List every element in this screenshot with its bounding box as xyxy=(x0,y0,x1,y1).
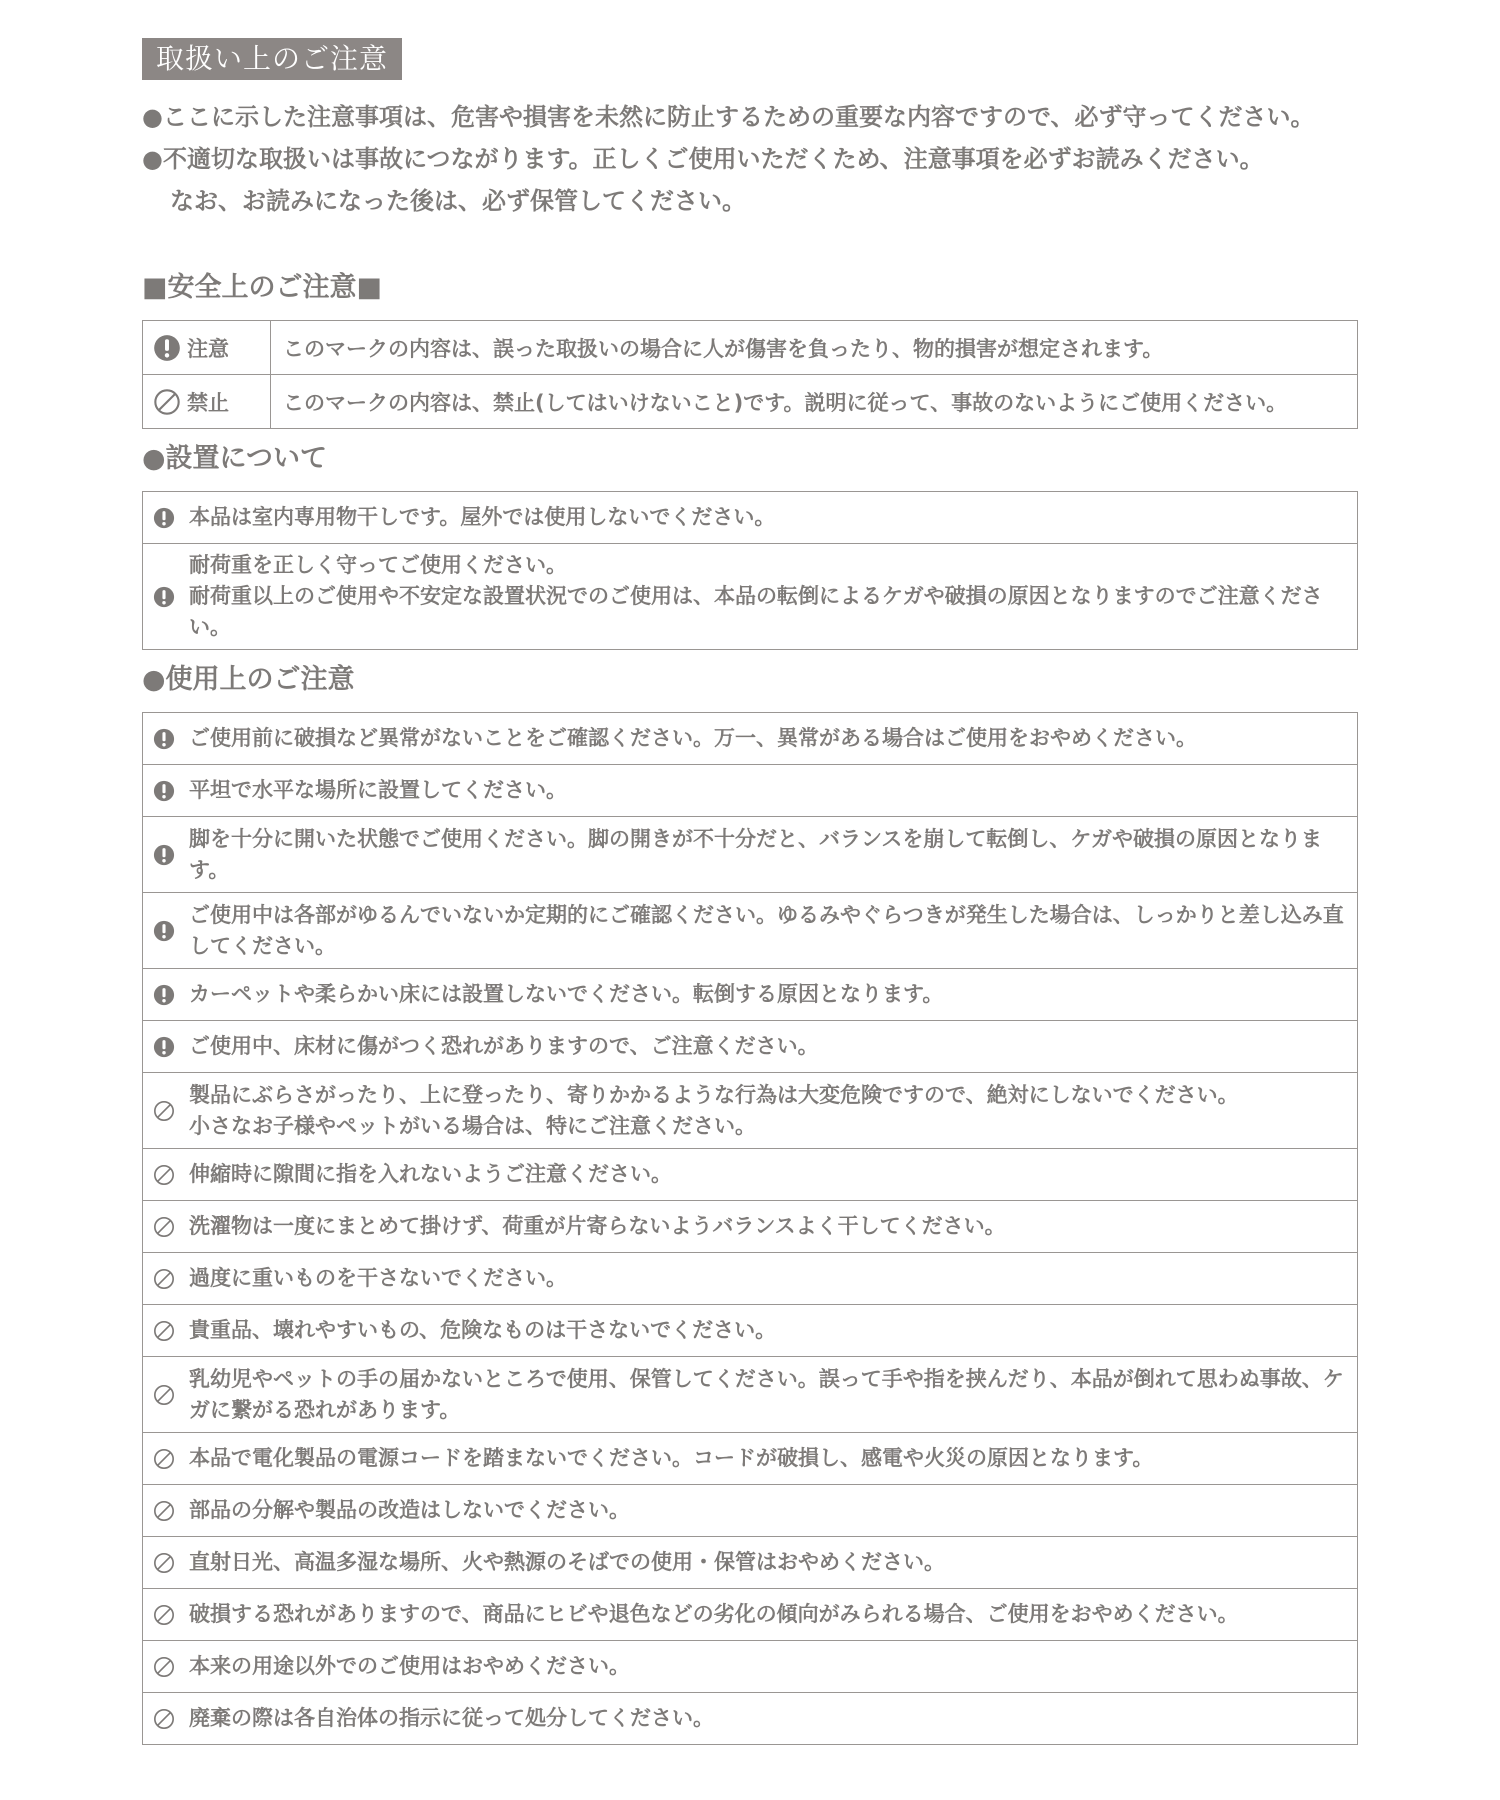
precaution-row xyxy=(143,1021,1358,1073)
precaution-text: 本来の用途以外でのご使用はおやめください。 xyxy=(189,1654,630,1678)
precaution-text: 洗濯物は一度にまとめて掛けず、荷重が片寄らないようバランスよく干してください。 xyxy=(189,1214,1006,1238)
precaution-row xyxy=(143,1149,1358,1201)
precaution-cell xyxy=(143,765,1358,817)
precaution-cell xyxy=(143,1537,1358,1589)
legend-description: このマークの内容は、誤った取扱いの場合に人が傷害を負ったり、物的損害が想定されます。 xyxy=(271,321,1358,375)
usage-title: ●使用上のご注意 xyxy=(142,664,355,695)
precaution-row xyxy=(143,817,1358,893)
caution-icon xyxy=(153,920,179,942)
prohibit-icon xyxy=(153,1320,179,1342)
precaution-row xyxy=(143,969,1358,1021)
precaution-text: 製品にぶらさがったり、上に登ったり、寄りかかるような行為は大変危険ですので、絶対にしないでください。 小さなお子様やペットがいる場合は、特にご注意ください。 xyxy=(189,1082,1239,1138)
precaution-row xyxy=(143,1253,1358,1305)
precaution-text: 貴重品、壊れやすいもの、危険なものは干さないでください。 xyxy=(189,1318,777,1342)
precaution-text: 破損する恐れがありますので、商品にヒビや退色などの劣化の傾向がみられる場合、ご使用をおやめください。 xyxy=(189,1602,1239,1626)
precaution-row xyxy=(143,1485,1358,1537)
precaution-text: 部品の分解や製品の改造はしないでください。 xyxy=(189,1498,630,1522)
prohibit-icon xyxy=(153,1268,179,1290)
caution-icon xyxy=(153,1036,179,1058)
prohibit-icon xyxy=(153,1708,179,1730)
precaution-text: 伸縮時に隙間に指を入れないようご注意ください。 xyxy=(189,1162,672,1186)
precaution-text: カーペットや柔らかい床には設置しないでください。転倒する原因となります。 xyxy=(189,982,944,1006)
precaution-row xyxy=(143,1433,1358,1485)
precaution-cell xyxy=(143,1305,1358,1357)
precaution-text: 耐荷重を正しく守ってご使用ください。 耐荷重以上のご使用や不安定な設置状況でのご使用は、本品の転倒によるケガや破損の原因となりますのでご注意ください。 xyxy=(189,553,1323,639)
legend-label: 注意 xyxy=(187,336,229,361)
precaution-text: ご使用中は各部がゆるんでいないか定期的にご確認ください。ゆるみやぐらつきが発生した場合は、しっかりと差し込み直してください。 xyxy=(189,902,1344,958)
precaution-cell xyxy=(143,817,1358,893)
precaution-text: 直射日光、高温多湿な場所、火や熱源のそばでの使用・保管はおやめください。 xyxy=(189,1550,945,1574)
usage-table xyxy=(142,712,1358,1745)
precaution-cell xyxy=(143,1149,1358,1201)
caution-icon xyxy=(153,507,179,529)
precaution-row xyxy=(143,1305,1358,1357)
precaution-row xyxy=(143,544,1358,650)
precaution-row xyxy=(143,1201,1358,1253)
precaution-text: ご使用中、床材に傷がつく恐れがありますので、ご注意ください。 xyxy=(189,1034,819,1058)
legend-label-cell xyxy=(143,321,271,375)
precaution-cell xyxy=(143,1073,1358,1149)
precaution-cell xyxy=(143,544,1358,650)
precaution-text: 脚を十分に開いた状態でご使用ください。脚の開きが不十分だと、バランスを崩して転倒し、ケガや破損の原因となります。 xyxy=(189,826,1322,882)
installation-title: ●設置について xyxy=(142,443,328,474)
caution-icon xyxy=(153,844,179,866)
intro-line: ●不適切な取扱いは事故につながります。正しくご使用いただくため、注意事項を必ずお読みください。 xyxy=(142,145,1264,173)
caution-icon xyxy=(153,728,179,750)
prohibit-icon xyxy=(153,1164,179,1186)
prohibit-icon xyxy=(153,1604,179,1626)
installation-table xyxy=(142,491,1358,650)
precaution-row xyxy=(143,765,1358,817)
precaution-cell xyxy=(143,1021,1358,1073)
precaution-row xyxy=(143,713,1358,765)
legend-label-cell xyxy=(143,375,271,429)
precaution-text: 平坦で水平な場所に設置してください。 xyxy=(189,778,567,802)
legend-row xyxy=(143,321,1358,375)
precaution-row xyxy=(143,492,1358,544)
prohibit-icon xyxy=(153,1448,179,1470)
precaution-cell xyxy=(143,1693,1358,1745)
safety-title: ■安全上のご注意■ xyxy=(142,272,383,303)
caution-icon xyxy=(153,780,179,802)
legend-description: このマークの内容は、禁止(してはいけないこと)です。説明に従って、事故のないようにご使用ください。 xyxy=(271,375,1358,429)
prohibit-icon xyxy=(153,1216,179,1238)
prohibit-icon xyxy=(153,1384,179,1406)
legend-table xyxy=(142,320,1358,429)
legend-label: 禁止 xyxy=(187,390,229,415)
precaution-row xyxy=(143,1357,1358,1433)
page-title: 取扱い上のご注意 xyxy=(142,38,402,80)
precautions-page xyxy=(142,38,1358,1745)
precaution-cell xyxy=(143,1589,1358,1641)
prohibit-icon xyxy=(153,1552,179,1574)
prohibit-icon xyxy=(153,1500,179,1522)
precaution-row xyxy=(143,1589,1358,1641)
legend-row xyxy=(143,375,1358,429)
precaution-text: 廃棄の際は各自治体の指示に従って処分してください。 xyxy=(189,1706,714,1730)
precaution-text: ご使用前に破損など異常がないことをご確認ください。万一、異常がある場合はご使用をおやめください。 xyxy=(189,726,1197,750)
precaution-cell xyxy=(143,492,1358,544)
intro-line: なお、お読みになった後は、必ず保管してください。 xyxy=(170,187,746,215)
precaution-text: 過度に重いものを干さないでください。 xyxy=(189,1266,567,1290)
precaution-text: 本品は室内専用物干しです。屋外では使用しないでください。 xyxy=(189,505,776,529)
precaution-cell xyxy=(143,1253,1358,1305)
precaution-row xyxy=(143,1073,1358,1149)
caution-icon xyxy=(153,334,181,362)
precaution-row xyxy=(143,893,1358,969)
precaution-cell xyxy=(143,1357,1358,1433)
precaution-text: 本品で電化製品の電源コードを踏まないでください。コードが破損し、感電や火災の原因となります。 xyxy=(189,1446,1154,1470)
prohibit-icon xyxy=(153,1100,179,1122)
precaution-row xyxy=(143,1641,1358,1693)
precaution-cell xyxy=(143,1641,1358,1693)
prohibit-icon xyxy=(153,1656,179,1678)
precaution-cell xyxy=(143,893,1358,969)
precaution-text: 乳幼児やペットの手の届かないところで使用、保管してください。誤って手や指を挟んだり、本品が倒れて思わぬ事故、ケガに繋がる恐れがあります。 xyxy=(189,1366,1344,1422)
intro xyxy=(142,96,1358,222)
prohibit-icon xyxy=(153,388,181,416)
precaution-cell xyxy=(143,1201,1358,1253)
precaution-cell xyxy=(143,1485,1358,1537)
precaution-cell xyxy=(143,713,1358,765)
precaution-row xyxy=(143,1693,1358,1745)
caution-icon xyxy=(153,984,179,1006)
intro-line: ●ここに示した注意事項は、危害や損害を未然に防止するための重要な内容ですので、必ず守ってください。 xyxy=(142,103,1315,131)
precaution-cell xyxy=(143,1433,1358,1485)
precaution-row xyxy=(143,1537,1358,1589)
caution-icon xyxy=(153,586,179,608)
precaution-cell xyxy=(143,969,1358,1021)
